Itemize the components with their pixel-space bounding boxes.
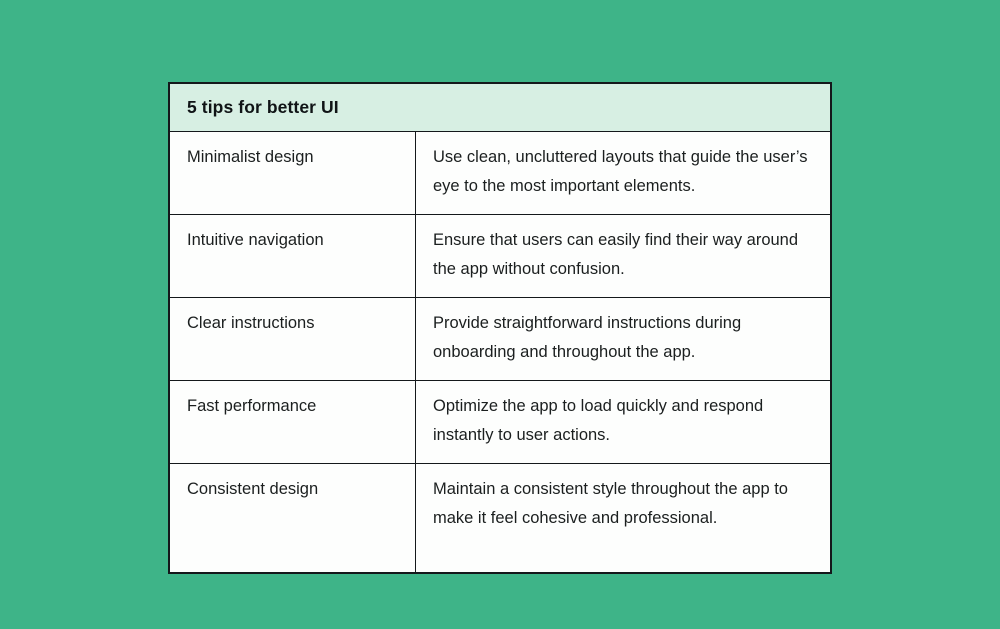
tips-table [168, 82, 832, 574]
table-row [170, 381, 830, 464]
tip-name: Consistent design [170, 464, 416, 572]
tip-name: Fast performance [170, 381, 416, 463]
table-row [170, 464, 830, 572]
tip-name: Intuitive navigation [170, 215, 416, 297]
table-title: 5 tips for better UI [187, 97, 339, 117]
tip-name: Minimalist design [170, 132, 416, 214]
table-header [170, 84, 830, 132]
tip-description: Provide straightforward instructions during onboarding and throughout the app. [433, 314, 742, 361]
tip-description: Optimize the app to load quickly and respond instantly to user actions. [433, 397, 764, 444]
tip-description: Use clean, uncluttered layouts that guide the user’s eye to the most important elements. [433, 148, 808, 195]
tip-description: Ensure that users can easily find their way around the app without confusion. [433, 231, 799, 278]
tip-name: Clear instructions [170, 298, 416, 380]
tip-description: Maintain a consistent style throughout the app to make it feel cohesive and professional. [433, 480, 788, 527]
table-row [170, 298, 830, 381]
table-row [170, 215, 830, 298]
table-row [170, 132, 830, 215]
